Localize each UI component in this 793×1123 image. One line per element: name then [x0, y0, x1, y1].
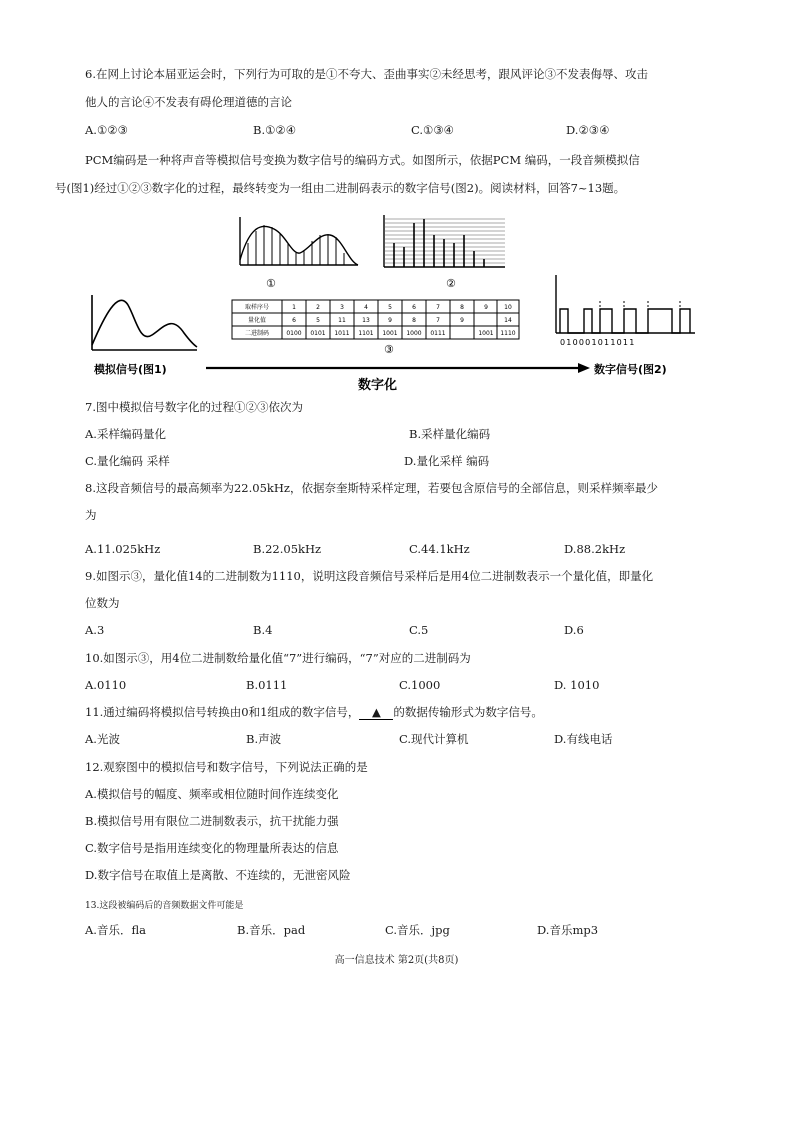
q11-option-a: A.光波 [85, 732, 120, 746]
quant-value: 5 [316, 317, 320, 324]
q9-option-d: D.6 [564, 623, 584, 637]
q6-option-d: D.②③④ [566, 123, 610, 137]
pcm-figure [0, 205, 793, 395]
sample-number: 10 [504, 304, 512, 311]
q8-stem-line2: 为 [85, 508, 97, 522]
q7-option-a: A.采样编码量化 [85, 427, 166, 441]
quant-value: 14 [504, 317, 512, 324]
analog-signal-graph [92, 295, 197, 350]
q13-option-b: B.音乐．pad [237, 923, 306, 937]
sample-number: 4 [364, 304, 368, 311]
q11-stem-part2: 的数据传输形式为数字信号。 [393, 705, 543, 719]
sample-number: 8 [460, 304, 464, 311]
step2-label: ② [446, 277, 456, 290]
q10-option-b: B.0111 [246, 678, 288, 692]
q10-option-d: D. 1010 [554, 678, 600, 692]
quant-value: 7 [436, 317, 440, 324]
q10-stem: 10.如图示③，用4位二进制数给量化值“7”进行编码，“7”对应的二进制码为 [85, 651, 471, 665]
binary-code: 1001 [478, 330, 494, 337]
quant-value: 8 [412, 317, 416, 324]
q12-option-d: D.数字信号在取值上是离散、不连续的，无泄密风险 [85, 868, 351, 882]
q9-option-c: C.5 [409, 623, 429, 637]
binary-code: 1101 [358, 330, 374, 337]
q10-option-a: A.0110 [85, 678, 127, 692]
binary-code: 0101 [310, 330, 326, 337]
digitize-label: 数字化 [358, 378, 398, 393]
binary-code: 1110 [500, 330, 516, 337]
sample-number: 3 [340, 304, 344, 311]
q9-option-b: B.4 [253, 623, 273, 637]
table-header-binary: 二进制码 [244, 330, 270, 337]
binary-code: 1011 [334, 330, 350, 337]
page-footer: 高一信息技术 第2页(共8页) [334, 955, 459, 966]
q11-stem [85, 705, 543, 720]
q10-option-c: C.1000 [399, 678, 441, 692]
q13-option-d: D.音乐mp3 [537, 923, 599, 937]
digital-signal-graph [556, 275, 695, 333]
quant-value: 13 [362, 317, 370, 324]
table-header-quant: 量化值 [247, 317, 267, 324]
intro-line1: PCM编码是一种将声音等模拟信号变换为数字信号的编码方式。如图所示，依据PCM 编码，一段音频模拟信 [85, 153, 640, 167]
q7-option-c: C.量化编码 采样 [85, 454, 170, 468]
q9-option-a: A.3 [85, 623, 105, 637]
q12-option-a: A.模拟信号的幅度、频率或相位随时间作连续变化 [85, 787, 339, 801]
q12-option-c: C.数字信号是指用连续变化的物理量所表达的信息 [85, 841, 339, 855]
q9-stem-line1: 9.如图示③，量化值14的二进制数为1110，说明这段音频信号采样后是用4位二进制数表示一个量化值，即量化 [85, 569, 654, 583]
binary-code: 1000 [406, 330, 422, 337]
sample-number: 5 [388, 304, 392, 311]
q11-stem-part1: 11.通过编码将模拟信号转换由0和1组成的数字信号， [85, 705, 360, 719]
sample-number: 9 [484, 304, 488, 311]
q7-option-d: D.量化采样 编码 [404, 454, 490, 468]
sample-number: 6 [412, 304, 416, 311]
sample-number: 7 [436, 304, 440, 311]
q6-option-b: B.①②④ [253, 123, 297, 137]
binary-code: 0111 [430, 330, 446, 337]
analog-signal-label: 模拟信号(图1) [94, 363, 167, 376]
step1-label: ① [266, 277, 276, 290]
q11-option-c: C.现代计算机 [399, 732, 469, 746]
q8-option-d: D.88.2kHz [564, 542, 626, 556]
quant-value: 6 [292, 317, 296, 324]
q6-option-c: C.①③④ [411, 123, 454, 137]
pcm-code-table [232, 300, 519, 339]
step3-label: ③ [384, 343, 394, 356]
binary-code: 0100 [286, 330, 302, 337]
table-header-sample: 取样序号 [244, 304, 270, 311]
quant-value: 9 [388, 317, 392, 324]
intro-line2: 号(图1)经过①②③数字化的过程，最终转变为一组由二进制码表示的数字信号(图2)。阅读材料，回答7~13题。 [55, 181, 626, 195]
q8-stem-line1: 8.这段音频信号的最高频率为22.05kHz，依据奈奎斯特采样定理，若要包含原信号的全部信息，则采样频率最少 [85, 481, 658, 495]
q8-option-b: B.22.05kHz [253, 542, 322, 556]
q13-option-a: A.音乐．fla [85, 923, 146, 937]
digital-bits: 010001011011 [560, 338, 636, 347]
sample-number: 2 [316, 304, 320, 311]
quant-value: 11 [338, 317, 346, 324]
q7-stem: 7.图中模拟信号数字化的过程①②③依次为 [85, 400, 303, 414]
q7-option-b: B.采样量化编码 [409, 427, 491, 441]
binary-code: 1001 [382, 330, 398, 337]
q8-option-c: C.44.1kHz [409, 542, 470, 556]
q11-option-b: B.声波 [246, 732, 282, 746]
q13-stem: 13.这段被编码后的音频数据文件可能是 [85, 901, 244, 911]
quant-value: 9 [460, 317, 464, 324]
q12-option-b: B.模拟信号用有限位二进制数表示，抗干扰能力强 [85, 814, 339, 828]
q9-stem-line2: 位数为 [85, 596, 120, 610]
q8-option-a: A.11.025kHz [85, 542, 161, 556]
q6-option-a: A.①②③ [85, 123, 128, 137]
q11-option-d: D.有线电话 [554, 732, 613, 746]
q6-stem-line2: 他人的言论④不发表有碍伦理道德的言论 [85, 95, 292, 109]
answer-blank: ▲ [359, 705, 393, 720]
q13-option-c: C.音乐．jpg [385, 923, 450, 937]
digital-signal-label: 数字信号(图2) [594, 363, 667, 376]
q6-stem-line1: 6.在网上讨论本届亚运会时，下列行为可取的是①不夸大、歪曲事实②未经思考，跟风评论③不发表侮辱、攻击 [85, 67, 648, 81]
quantization-graph [384, 215, 505, 267]
sampling-graph [240, 217, 358, 265]
q12-stem: 12.观察图中的模拟信号和数字信号，下列说法正确的是 [85, 760, 368, 774]
sample-number: 1 [292, 304, 296, 311]
